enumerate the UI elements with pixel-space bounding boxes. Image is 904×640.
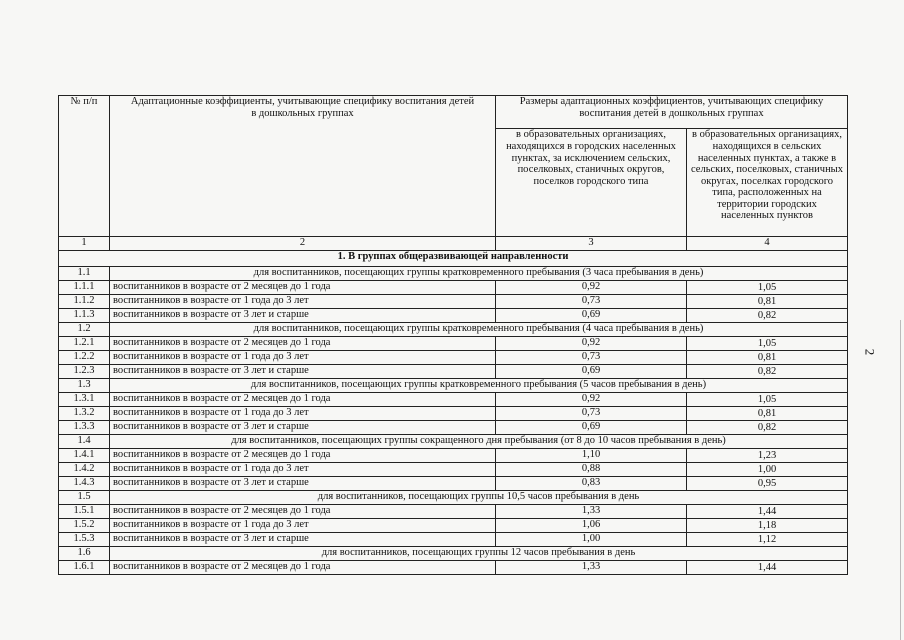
row-number: 1.3.3 <box>59 421 110 435</box>
table-row <box>59 561 848 575</box>
group-number: 1.4 <box>59 435 110 449</box>
group-header-row <box>59 323 848 337</box>
header-sizes-col: Размеры адаптационных коэффициентов, учитывающих специфику воспитания детей в дошкольных группах <box>496 96 848 129</box>
rural-coefficient: 1,05 <box>687 393 848 407</box>
table-row <box>59 421 848 435</box>
row-label: воспитанников в возрасте от 1 года до 3 лет <box>110 295 496 309</box>
rural-coefficient: 1,44 <box>687 561 848 575</box>
urban-coefficient: 0,92 <box>496 337 687 351</box>
row-number: 1.3.1 <box>59 393 110 407</box>
group-title: для воспитанников, посещающих группы 12 часов пребывания в день <box>110 547 848 561</box>
rural-coefficient: 1,12 <box>687 533 848 547</box>
urban-coefficient: 0,69 <box>496 365 687 379</box>
header-row-1 <box>59 96 848 129</box>
urban-coefficient: 0,73 <box>496 295 687 309</box>
column-numbers-row <box>59 237 848 251</box>
rural-coefficient: 0,82 <box>687 365 848 379</box>
row-number: 1.5.2 <box>59 519 110 533</box>
column-number: 2 <box>110 237 496 251</box>
group-number: 1.5 <box>59 491 110 505</box>
row-label: воспитанников в возрасте от 2 месяцев до 1 года <box>110 393 496 407</box>
row-label: воспитанников в возрасте от 1 года до 3 лет <box>110 351 496 365</box>
urban-coefficient: 1,06 <box>496 519 687 533</box>
table-row <box>59 337 848 351</box>
group-title: для воспитанников, посещающих группы сокращенного дня пребывания (от 8 до 10 часов пребывания в день) <box>110 435 848 449</box>
column-number: 4 <box>687 237 848 251</box>
row-number: 1.6.1 <box>59 561 110 575</box>
row-number: 1.5.3 <box>59 533 110 547</box>
table-row <box>59 449 848 463</box>
group-header-row <box>59 491 848 505</box>
rural-coefficient: 1,00 <box>687 463 848 477</box>
group-number: 1.6 <box>59 547 110 561</box>
table-row <box>59 407 848 421</box>
table-row <box>59 365 848 379</box>
row-label: воспитанников в возрасте от 2 месяцев до 1 года <box>110 505 496 519</box>
row-label: воспитанников в возрасте от 2 месяцев до 1 года <box>110 337 496 351</box>
urban-coefficient: 0,83 <box>496 477 687 491</box>
row-number: 1.5.1 <box>59 505 110 519</box>
row-number: 1.2.2 <box>59 351 110 365</box>
page-edge-line <box>900 320 901 640</box>
section-title-row <box>59 251 848 267</box>
urban-coefficient: 1,10 <box>496 449 687 463</box>
row-label: воспитанников в возрасте от 1 года до 3 лет <box>110 519 496 533</box>
table-row <box>59 295 848 309</box>
table-row <box>59 519 848 533</box>
table-row <box>59 309 848 323</box>
rural-coefficient: 1,05 <box>687 337 848 351</box>
table-row <box>59 533 848 547</box>
urban-coefficient: 1,33 <box>496 505 687 519</box>
group-header-row <box>59 547 848 561</box>
urban-coefficient: 0,69 <box>496 421 687 435</box>
row-number: 1.4.2 <box>59 463 110 477</box>
row-number: 1.1.1 <box>59 281 110 295</box>
row-number: 1.2.3 <box>59 365 110 379</box>
rural-coefficient: 0,81 <box>687 295 848 309</box>
column-number: 3 <box>496 237 687 251</box>
rural-coefficient: 1,23 <box>687 449 848 463</box>
rural-coefficient: 0,82 <box>687 309 848 323</box>
row-label: воспитанников в возрасте от 1 года до 3 лет <box>110 463 496 477</box>
group-number: 1.3 <box>59 379 110 393</box>
rural-coefficient: 0,82 <box>687 421 848 435</box>
group-title: для воспитанников, посещающих группы кратковременного пребывания (4 часа пребывания в день) <box>110 323 848 337</box>
table-row <box>59 281 848 295</box>
rural-coefficient: 1,05 <box>687 281 848 295</box>
row-label: воспитанников в возрасте от 2 месяцев до 1 года <box>110 449 496 463</box>
group-header-row <box>59 435 848 449</box>
group-title: для воспитанников, посещающих группы кратковременного пребывания (3 часа пребывания в день) <box>110 267 848 281</box>
group-number: 1.2 <box>59 323 110 337</box>
row-number: 1.1.3 <box>59 309 110 323</box>
column-number: 1 <box>59 237 110 251</box>
rural-coefficient: 0,95 <box>687 477 848 491</box>
rural-coefficient: 1,18 <box>687 519 848 533</box>
urban-coefficient: 0,92 <box>496 281 687 295</box>
urban-coefficient: 1,33 <box>496 561 687 575</box>
row-number: 1.1.2 <box>59 295 110 309</box>
table-row <box>59 505 848 519</box>
row-number: 1.2.1 <box>59 337 110 351</box>
rural-coefficient: 0,81 <box>687 407 848 421</box>
header-coefficient-col: Адаптационные коэффициенты, учитывающие специфику воспитания детей в дошкольных группах <box>110 96 496 237</box>
urban-coefficient: 0,92 <box>496 393 687 407</box>
header-number-col: № п/п <box>59 96 110 237</box>
row-label: воспитанников в возрасте от 3 лет и старше <box>110 365 496 379</box>
urban-coefficient: 1,00 <box>496 533 687 547</box>
rural-coefficient: 0,81 <box>687 351 848 365</box>
rural-coefficient: 1,44 <box>687 505 848 519</box>
urban-coefficient: 0,69 <box>496 309 687 323</box>
table-row <box>59 477 848 491</box>
urban-coefficient: 0,73 <box>496 407 687 421</box>
urban-coefficient: 0,73 <box>496 351 687 365</box>
header-rural-col: в образовательных организациях, находящихся в сельских населенных пунктах, а также в сельских, поселковых, станичных округах, поселках городского типа, расположенных на территории городских населенных пунктов <box>687 129 848 237</box>
row-number: 1.4.3 <box>59 477 110 491</box>
row-number: 1.3.2 <box>59 407 110 421</box>
row-label: воспитанников в возрасте от 1 года до 3 лет <box>110 407 496 421</box>
group-title: для воспитанников, посещающих группы кратковременного пребывания (5 часов пребывания в день) <box>110 379 848 393</box>
table-row <box>59 351 848 365</box>
group-number: 1.1 <box>59 267 110 281</box>
row-label: воспитанников в возрасте от 3 лет и старше <box>110 309 496 323</box>
row-label: воспитанников в возрасте от 3 лет и старше <box>110 533 496 547</box>
table-row <box>59 463 848 477</box>
row-number: 1.4.1 <box>59 449 110 463</box>
section-title: 1. В группах общеразвивающей направленности <box>59 251 848 267</box>
urban-coefficient: 0,88 <box>496 463 687 477</box>
row-label: воспитанников в возрасте от 2 месяцев до 1 года <box>110 281 496 295</box>
group-header-row <box>59 267 848 281</box>
group-title: для воспитанников, посещающих группы 10,5 часов пребывания в день <box>110 491 848 505</box>
page-number: 2 <box>862 348 878 356</box>
header-urban-col: в образовательных организациях, находящихся в городских населенных пунктах, за исключением сельских, поселковых, станичных округов, поселков городского типа <box>496 129 687 237</box>
coefficients-table <box>58 95 848 575</box>
row-label: воспитанников в возрасте от 3 лет и старше <box>110 477 496 491</box>
row-label: воспитанников в возрасте от 2 месяцев до 1 года <box>110 561 496 575</box>
group-header-row <box>59 379 848 393</box>
row-label: воспитанников в возрасте от 3 лет и старше <box>110 421 496 435</box>
table-row <box>59 393 848 407</box>
